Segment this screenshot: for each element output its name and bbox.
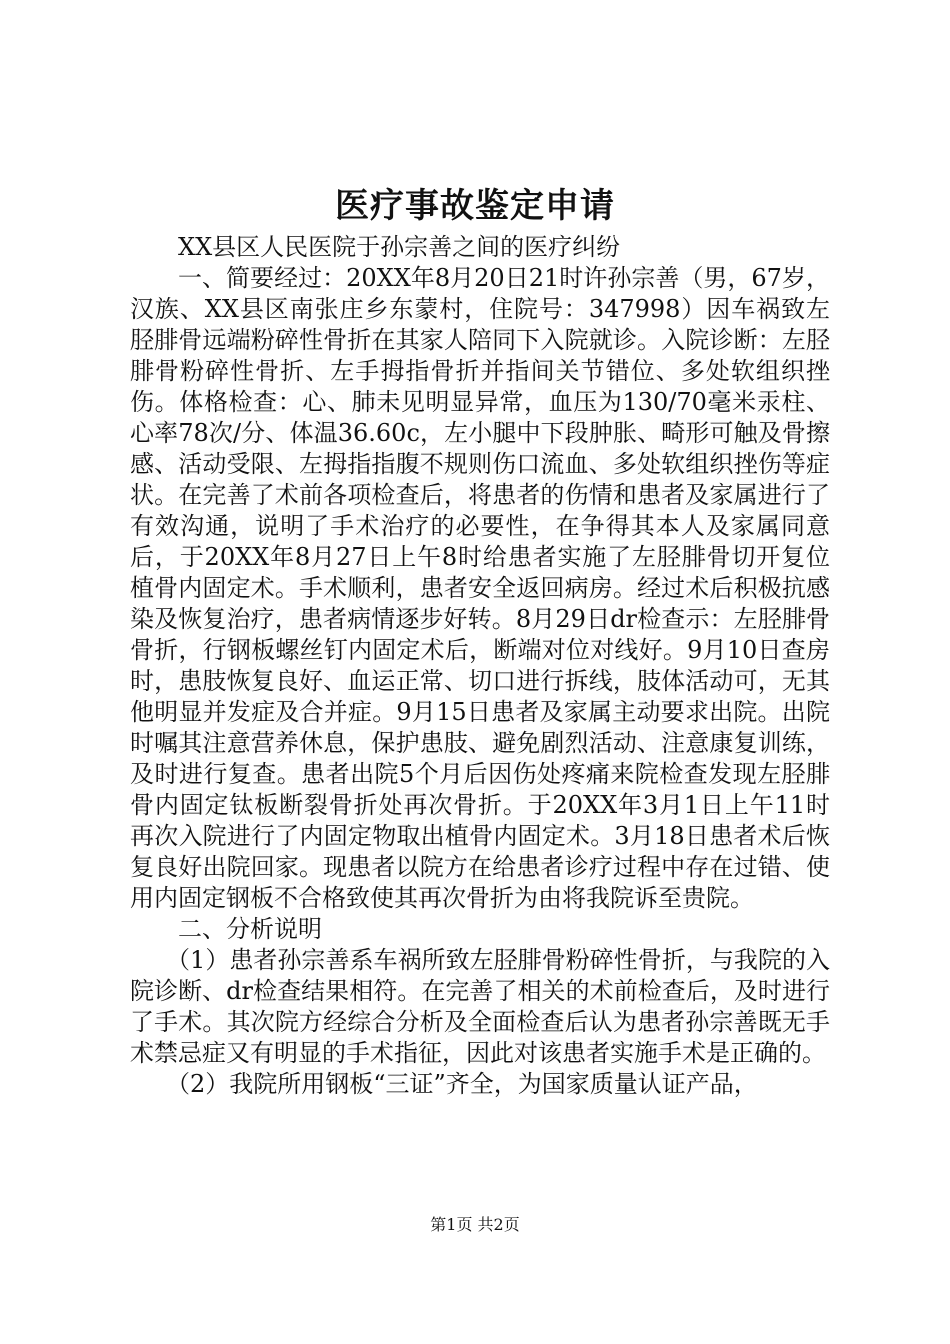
analysis-point-1: （1）患者孙宗善系车祸所致左胫腓骨粉碎性骨折，与我院的入院诊断、dr检查结果相符。在完善了相关的术前检查后，及时进行了手术。其次院方经综合分析及全面检查后认为患者孙宗善既无手术禁忌症又有明显的手术指征，因此对该患者实施手术是正确的。 xyxy=(130,946,830,1067)
analysis-point-2: （2）我院所用钢板“三证”齐全，为国家质量认证产品， xyxy=(166,1070,758,1098)
document-body xyxy=(130,232,830,1100)
section-1-summary: 一、简要经过：20XX年8月20日21时许孙宗善（男，67岁，汉族、XX县区南张庄乡东蒙村，住院号：347998）因车祸致左胫腓骨远端粉碎性骨折在其家人陪同下入院就诊。入院诊断：左胫腓骨粉碎性骨折、左手拇指骨折并指间关节错位、多处软组织挫伤。体格检查：心、肺未见明显异常，血压为130/70毫米汞柱、心率78次/分、体温36.60c，左小腿中下段肿胀、畸形可触及骨擦感、活动受限、左拇指指腹不规则伤口流血、多处软组织挫伤等症状。在完善了术前各项检查后，将患者的伤情和患者及家属进行了有效沟通，说明了手术治疗的必要性，在争得其本人及家属同意后，于20XX年8月27日上午8时给患者实施了左胫腓骨切开复位植骨内固定术。手术顺利，患者安全返回病房。经过术后积极抗感染及恢复治疗，患者病情逐步好转。8月29日dr检查示：左胫腓骨骨折，行钢板螺丝钉内固定术后，断端对位对线好。9月10日查房时，患肢恢复良好、血运正常、切口进行拆线，肢体活动可，无其他明显并发症及合并症。9月15日患者及家属主动要求出院。出院时嘱其注意营养休息，保护患肢、避免剧烈活动、注意康复训练，及时进行复查。患者出院5个月后因伤处疼痛来院检查发现左胫腓骨内固定钛板断裂骨折处再次骨折。于20XX年3月1日上午11时再次入院进行了内固定物取出植骨内固定术。3月18日患者术后恢复良好出院回家。现患者以院方在给患者诊疗过程中存在过错、使用内固定钢板不合格致使其再次骨折为由将我院诉至贵院。 xyxy=(130,264,830,912)
case-heading: XX县区人民医院于孙宗善之间的医疗纠纷 xyxy=(178,233,621,261)
page-number-footer: 第1页 共2页 xyxy=(430,1215,520,1234)
document-title: 医疗事故鉴定申请 xyxy=(335,186,615,226)
section-2-heading: 二、分析说明 xyxy=(178,915,322,943)
